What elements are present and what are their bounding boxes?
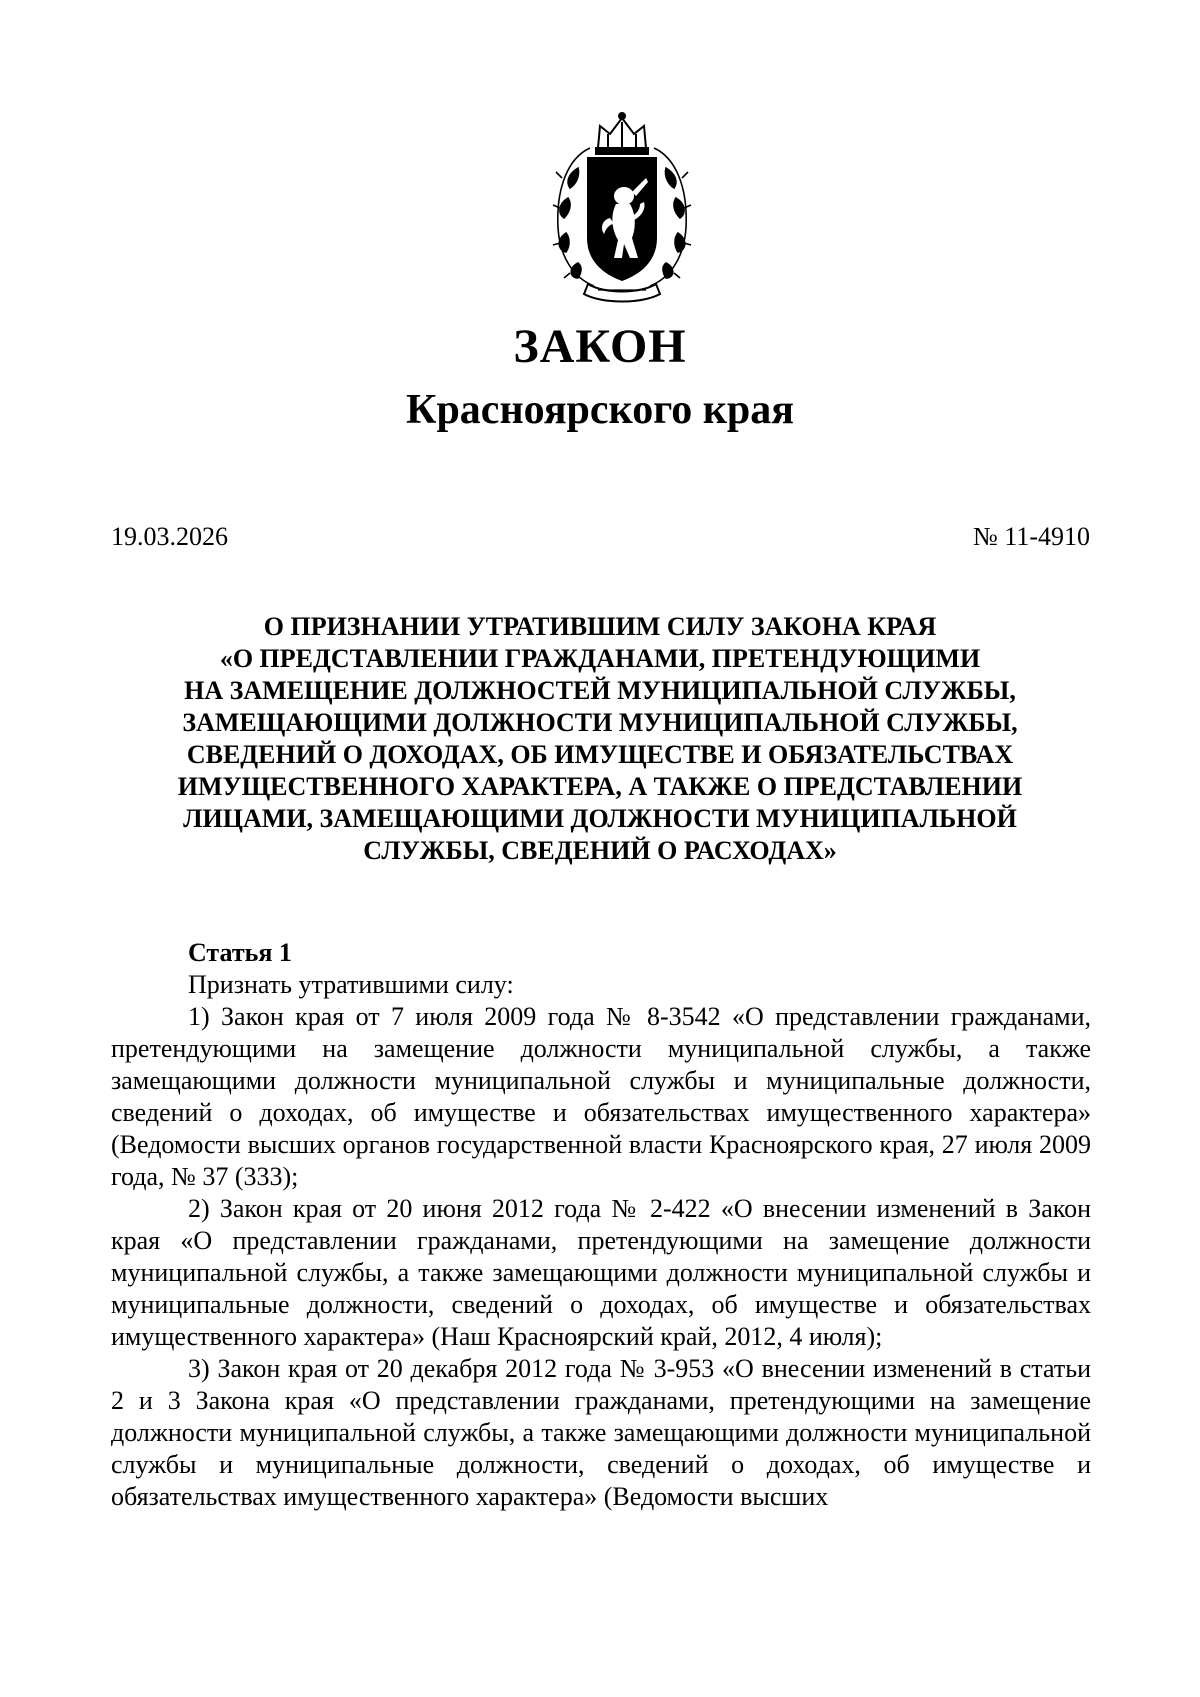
heading-line: СВЕДЕНИЙ О ДОХОДАХ, ОБ ИМУЩЕСТВЕ И ОБЯЗАТЕЛЬСТВАХ xyxy=(186,740,1014,769)
heading-line: ЛИЦАМИ, ЗАМЕЩАЮЩИМИ ДОЛЖНОСТИ МУНИЦИПАЛЬНОЙ xyxy=(183,804,1017,833)
article-title: Статья 1 xyxy=(188,938,292,967)
law-subtitle: Красноярского края xyxy=(405,387,795,433)
article-item: 3) Закон края от 20 декабря 2012 года № 3-953 «О внесении изменений в статьи 2 и 3 Закона края «О представлении гражданами, претендующими на замещение должности муниципальной службы, а также замещающими должности муниципальной службы и муниципальные должности, сведений о доходах, об имуществе и обязательствах имущественного характера» (Ведомости высших xyxy=(111,1354,1091,1511)
heading-line: ЗАМЕЩАЮЩИМИ ДОЛЖНОСТИ МУНИЦИПАЛЬНОЙ СЛУЖБЫ, xyxy=(182,708,1018,737)
article-1 xyxy=(111,937,1091,1513)
heading-line: СЛУЖБЫ, СВЕДЕНИЙ О РАСХОДАХ» xyxy=(363,836,837,865)
article-intro: Признать утратившими силу: xyxy=(188,970,514,999)
article-item: 1) Закон края от 7 июля 2009 года № 8-3542 «О представлении гражданами, претендующими на замещение должности муниципальной службы, а также замещающими должности муниципальной службы и муниципальные должности, сведений о доходах, об имуществе и обязательствах имущественного характера» (Ведомости высших органов государственной власти Красноярского края, 27 июля 2009 года, № 37 (333); xyxy=(111,1002,1091,1191)
heading-line: О ПРИЗНАНИИ УТРАТИВШИМ СИЛУ ЗАКОНА КРАЯ xyxy=(263,612,937,641)
law-heading xyxy=(110,611,1090,867)
coat-of-arms-emblem xyxy=(538,108,706,308)
heading-line: «О ПРЕДСТАВЛЕНИИ ГРАЖДАНАМИ, ПРЕТЕНДУЮЩИМИ xyxy=(219,644,981,673)
heading-line: НА ЗАМЕЩЕНИЕ ДОЛЖНОСТЕЙ МУНИЦИПАЛЬНОЙ СЛУЖБЫ, xyxy=(184,676,1016,705)
law-title: ЗАКОН xyxy=(513,320,687,373)
law-date: 19.03.2026 xyxy=(111,522,228,551)
article-item: 2) Закон края от 20 июня 2012 года № 2-422 «О внесении изменений в Закон края «О представлении гражданами, претендующими на замещение должности муниципальной службы, а также замещающими должности муниципальной службы и муниципальные должности, сведений о доходах, об имуществе и обязательствах имущественного характера» (Наш Красноярский край, 2012, 4 июля); xyxy=(111,1194,1091,1351)
heading-line: ИМУЩЕСТВЕННОГО ХАРАКТЕРА, А ТАКЖЕ О ПРЕДСТАВЛЕНИИ xyxy=(177,772,1023,801)
law-number: № 11-4910 xyxy=(973,522,1090,551)
